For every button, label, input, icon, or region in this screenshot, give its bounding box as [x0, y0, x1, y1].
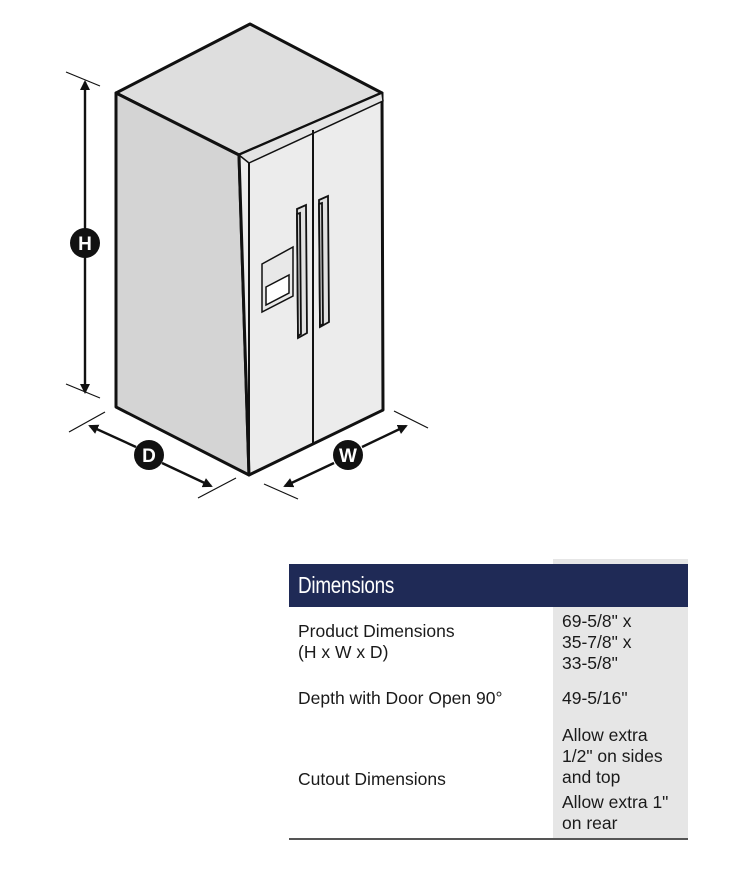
value-line: and top: [562, 767, 621, 787]
row-product-dimensions-label: [298, 621, 455, 663]
label-line: (H x W x D): [298, 642, 389, 662]
label-line: Cutout Dimensions: [298, 769, 446, 789]
refrigerator-cabinet: [116, 24, 383, 475]
table-bottom-rule: [289, 838, 688, 840]
dimensions-table: [289, 559, 688, 840]
row-cutout-dimensions-value: [562, 725, 684, 834]
row-product-dimensions-value: [562, 611, 684, 674]
depth-marker-label: D: [142, 446, 156, 467]
value-line: Allow extra 1": [562, 792, 669, 812]
row-depth-door-open-value: [562, 688, 684, 709]
row-depth-door-open-label: [298, 688, 502, 709]
height-marker-label: H: [78, 234, 92, 255]
height-marker: [70, 228, 100, 258]
cabinet-side: [116, 93, 249, 475]
value-line: 49-5/16": [562, 688, 628, 708]
value-line: 33-5/8": [562, 653, 618, 673]
width-marker-label: W: [339, 446, 357, 467]
table-header: [289, 564, 688, 607]
table-title: Dimensions: [298, 572, 395, 598]
depth-marker: [134, 440, 164, 470]
width-marker: [333, 440, 363, 470]
row-cutout-dimensions-label: [298, 769, 446, 790]
value-line: 1/2" on sides: [562, 746, 663, 766]
label-line: Product Dimensions: [298, 621, 455, 641]
value-line: 35-7/8" x: [562, 632, 632, 652]
value-line: 69-5/8" x: [562, 611, 632, 631]
label-line: Depth with Door Open 90°: [298, 688, 503, 708]
value-line: Allow extra: [562, 725, 648, 745]
value-line: on rear: [562, 813, 618, 833]
